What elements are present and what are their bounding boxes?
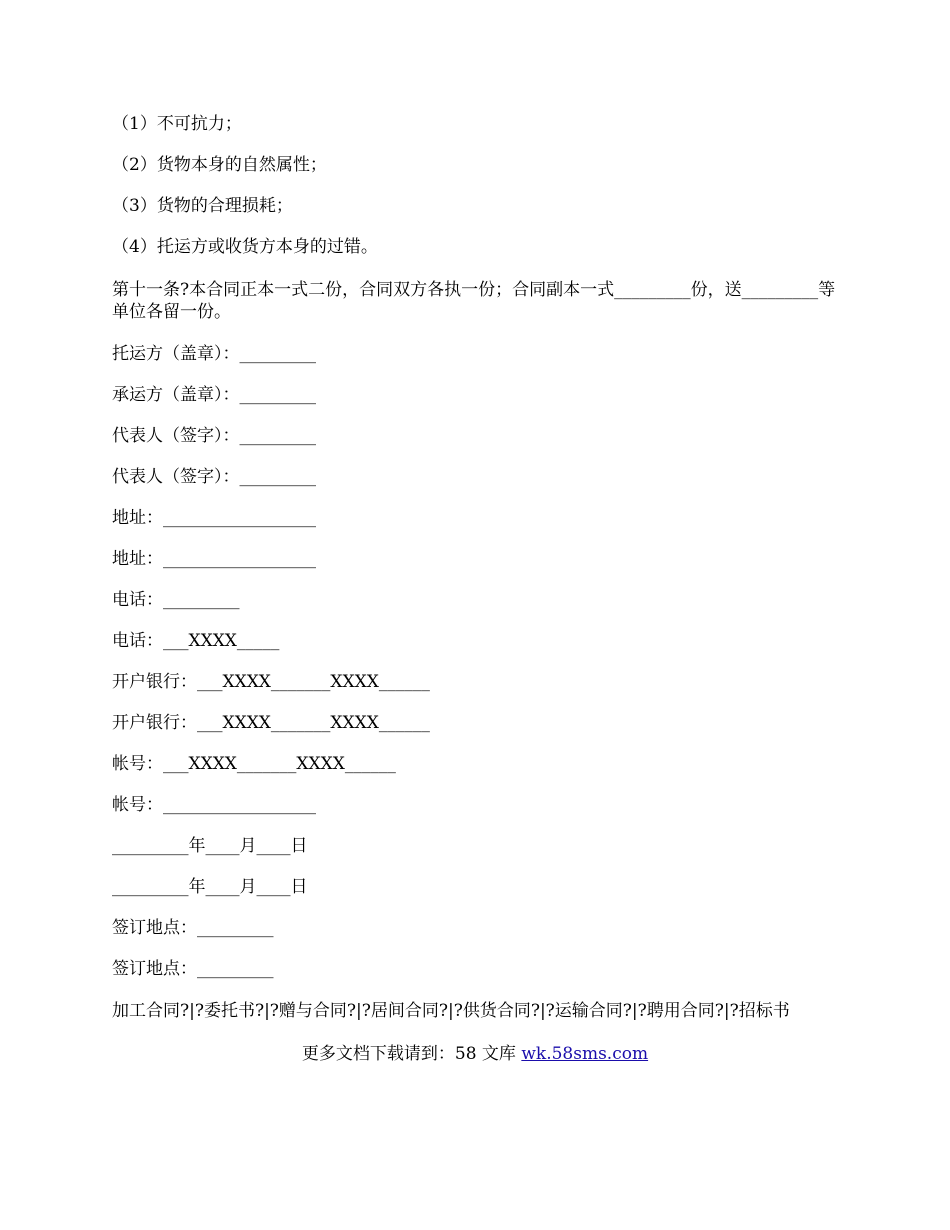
shipper-seal-field: 托运方（盖章）：_________ [112,344,316,364]
phone-field: 电话：___XXXX_____ [112,631,280,651]
account-field: 帐号：___XXXX_______XXXX______ [112,754,396,774]
signing-place-field: 签订地点：_________ [112,959,274,979]
clause-1: （1）不可抗力； [112,114,242,134]
related-documents-links[interactable]: 加工合同?|?委托书?|?赠与合同?|?居间合同?|?供货合同?|?运输合同?|?聘用合同?|?招标书 [112,1001,790,1021]
footer-link[interactable]: wk.58sms.com [521,1044,649,1064]
date-field: _________年____月____日 [112,877,308,897]
address-field: 地址：__________________ [112,549,316,569]
clause-3: （3）货物的合理损耗； [112,196,293,216]
representative-signature-field: 代表人（签字）：_________ [112,467,316,487]
footer [0,1043,950,1065]
account-field: 帐号：__________________ [112,795,316,815]
bank-field: 开户银行：___XXXX_______XXXX______ [112,713,430,733]
carrier-seal-field: 承运方（盖章）：_________ [112,385,316,405]
article-11-paragraph: 第十一条?本合同正本一式二份，合同双方各执一份；合同副本一式_________份，送_________等单位各留一份。 [112,280,836,322]
address-field: 地址：__________________ [112,508,316,528]
date-field: _________年____月____日 [112,836,308,856]
signing-place-field: 签订地点：_________ [112,918,274,938]
phone-field: 电话：_________ [112,590,240,610]
bank-field: 开户银行：___XXXX_______XXXX______ [112,672,430,692]
clause-4: （4）托运方或收货方本身的过错。 [112,237,378,257]
clause-2: （2）货物本身的自然属性； [112,155,327,175]
footer-text: 更多文档下载请到：58 文库 [301,1044,522,1064]
representative-signature-field: 代表人（签字）：_________ [112,426,316,446]
